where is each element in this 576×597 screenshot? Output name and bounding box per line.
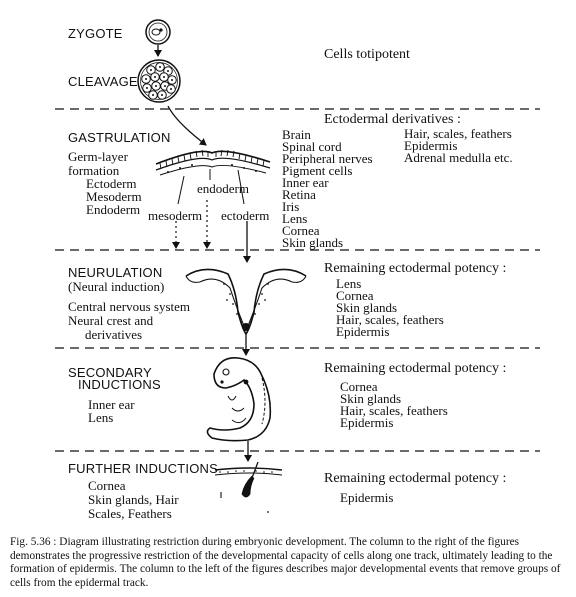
ecto-derivatives-title: Ectodermal derivatives :: [324, 112, 461, 127]
potency-item: Hair, scales, feathers: [336, 312, 444, 327]
germ-layer-label: Germ-layer: [68, 149, 128, 164]
neural-crest-label-2: derivatives: [85, 327, 143, 342]
stage-secondary: SECONDARY: [68, 365, 152, 380]
potency-item: Lens: [336, 276, 362, 291]
left-lens: Lens: [88, 410, 114, 425]
neural-induction-label: (Neural induction): [68, 279, 165, 294]
gastrula-figure: [156, 150, 270, 175]
caption-label: Fig. 5.36 :: [10, 536, 57, 548]
figure-caption: [10, 536, 570, 590]
potency-title-further: Remaining ectodermal potency :: [324, 471, 507, 486]
zygote-figure: [146, 20, 170, 44]
cleavage-figure: [138, 60, 180, 102]
ecto-item: Brain: [282, 127, 311, 142]
neural-crest-label: Neural crest and: [68, 313, 154, 328]
ecto-item: Inner ear: [282, 175, 329, 190]
ecto-item: Adrenal medulla etc.: [404, 150, 513, 165]
potency-item: Hair, scales, feathers: [340, 403, 448, 418]
left-ectoderm: Ectoderm: [86, 176, 137, 191]
ecto-item: Iris: [282, 199, 300, 214]
potency-item: Epidermis: [340, 415, 394, 430]
ecto-item: Retina: [282, 187, 316, 202]
ecto-item: Lens: [282, 211, 308, 226]
stage-secondary-2: INDUCTIONS: [78, 377, 161, 392]
stage-gastrulation: GASTRULATION: [68, 130, 171, 145]
potency-item: Epidermis: [340, 490, 394, 505]
ecto-item: Cornea: [282, 223, 320, 238]
left-inner-ear: Inner ear: [88, 397, 135, 412]
potency-title-secondary: Remaining ectodermal potency :: [324, 361, 507, 376]
ecto-item: Skin glands: [282, 235, 344, 250]
stage-neurulation: NEURULATION: [68, 265, 163, 280]
totipotent-label: Cells totipotent: [324, 47, 410, 62]
mesoderm-pointer: [178, 176, 184, 204]
potency-item: Skin glands: [336, 300, 398, 315]
cleavage-to-gastrula-arrow: [168, 106, 206, 145]
left-skin-glands-hair: Skin glands, Hair: [88, 492, 179, 507]
potency-item: Skin glands: [340, 391, 402, 406]
figure-ectoderm-label: ectoderm: [221, 208, 270, 223]
skin-figure: [215, 462, 282, 513]
left-mesoderm: Mesoderm: [86, 189, 142, 204]
cns-label: Central nervous system: [68, 299, 191, 314]
stage-further: FURTHER INDUCTIONS: [68, 461, 218, 476]
germ-layer-label-2: formation: [68, 163, 120, 178]
left-cornea: Cornea: [88, 478, 126, 493]
left-endoderm: Endoderm: [86, 202, 141, 217]
caption-text: Diagram illustrating restriction during embryonic development. The column to the right of the figures demonstrates the progressive restriction of the developmental capacity of cells along one track, ultimately leading to the formation of epidermis. The column to the left of the figures describes major developmental events that remove groups of cells from the epidermal track.: [10, 536, 561, 589]
potency-item: Epidermis: [336, 324, 390, 339]
ecto-item: Hair, scales, feathers: [404, 126, 512, 141]
ecto-item: Epidermis: [404, 138, 458, 153]
embryo-figure: [207, 358, 270, 441]
potency-title-neurulation: Remaining ectodermal potency :: [324, 261, 507, 276]
ecto-item: Pigment cells: [282, 163, 353, 178]
potency-item: Cornea: [340, 379, 378, 394]
neurula-figure: [186, 269, 306, 334]
stage-zygote: ZYGOTE: [68, 26, 123, 41]
ecto-item: Peripheral nerves: [282, 151, 373, 166]
left-scales-feathers: Scales, Feathers: [88, 506, 172, 521]
ecto-item: Spinal cord: [282, 139, 342, 154]
potency-item: Cornea: [336, 288, 374, 303]
figure-endoderm-label: endoderm: [197, 181, 249, 196]
stage-cleavage: CLEAVAGE: [68, 74, 138, 89]
figure-mesoderm-label: mesoderm: [148, 208, 203, 223]
